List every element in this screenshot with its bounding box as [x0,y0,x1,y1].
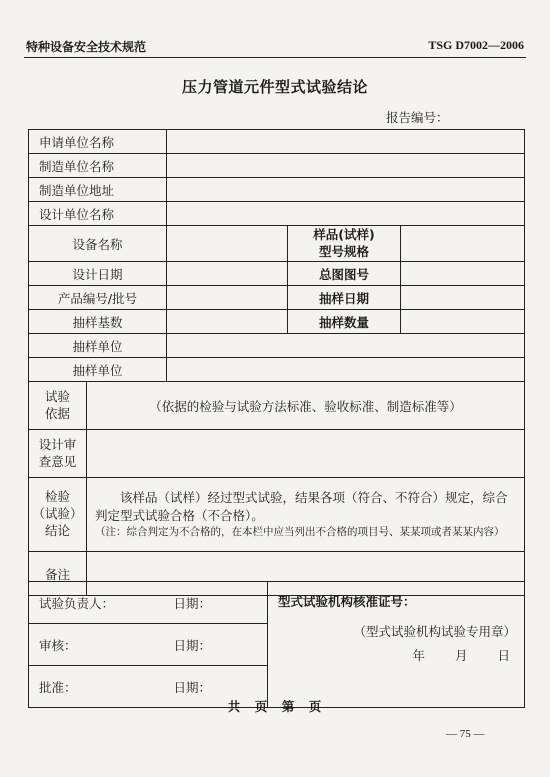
approval-cert-label: 型式试验机构核准证号： [278,594,416,609]
designer-label: 设计单位名称 [29,202,167,226]
design-date-field[interactable] [167,262,288,286]
conclusion-label-line2: （试验） [32,506,83,522]
sampling-date-field[interactable] [401,286,525,310]
approver-label: 批准： [39,679,77,695]
manufacturer-label: 制造单位名称 [29,154,167,178]
conclusion-text: 该样品（试样）经过型式试验，结果各项（符合、不符合）规定，综合判定型式试验合格（不合格）。 [95,489,508,523]
applicant-label: 申请单位名称 [29,130,167,154]
sample-model-label-line2: 型号规格 [319,243,370,259]
institution-cell [268,582,525,708]
equipment-name-field[interactable] [167,226,288,262]
equipment-name-label: 设备名称 [29,226,167,262]
sampling-qty-label: 抽样数量 [288,310,401,334]
tester-date-label: 日期： [173,595,211,611]
product-no-label: 产品编号/批号 [29,286,167,310]
reviewer-label: 审核： [39,637,77,653]
test-basis-label-line2: 依据 [44,405,70,421]
test-basis-label [29,382,87,430]
tester-label: 试验负责人： [39,595,115,611]
page-count-line: 共 页 第 页 [227,699,323,714]
sampling-unit-label-2: 抽样单位 [29,358,167,382]
design-date-label: 设计日期 [29,262,167,286]
sampling-qty-field[interactable] [401,310,525,334]
sampling-base-field[interactable] [167,310,288,334]
seal-month: 月 [455,647,468,663]
seal-label: （型式试验机构试验专用章） [353,623,516,639]
design-review-label-line2: 查意见 [38,453,77,469]
signoff-table [28,581,525,708]
report-number-label: 报告编号： [386,110,449,125]
tester-cell[interactable] [29,582,268,624]
sampling-unit-label: 抽样单位 [29,334,167,358]
sampling-unit-field-2[interactable] [167,358,525,382]
form-title: 压力管道元件型式试验结论 [181,78,368,96]
conclusion-label-line1: 检验 [44,489,70,505]
conclusion-field[interactable] [87,478,525,552]
designer-field[interactable] [167,202,525,226]
seal-date [278,644,516,668]
seal-year: 年 [412,647,426,663]
conclusion-label-line3: 结论 [44,522,70,538]
test-basis-label-line1: 试验 [44,388,70,404]
page-number: — 75 — [446,728,485,740]
remarks-label: 备注 [29,552,87,596]
sampling-unit-field[interactable] [167,334,525,358]
drawing-no-label: 总图图号 [288,262,401,286]
sample-model-field[interactable] [401,226,525,262]
conclusion-label [29,478,87,552]
drawing-no-field[interactable] [401,262,525,286]
sample-model-label-line1: 样品(试样) [313,226,375,242]
test-conclusion-form [28,129,525,596]
reviewer-date-label: 日期： [173,637,211,653]
header-divider [24,57,526,58]
spec-series-title: 特种设备安全技术规范 [26,40,147,54]
sampling-date-label: 抽样日期 [288,286,401,310]
manufacturer-address-field[interactable] [167,178,525,202]
product-no-field[interactable] [167,286,288,310]
reviewer-cell[interactable] [29,624,268,666]
manufacturer-address-label: 制造单位地址 [29,178,167,202]
design-review-label [29,430,87,478]
conclusion-note: （注：综合判定为不合格的，在本栏中应当列出不合格的项目号、某某项或者某某内容） [95,526,505,539]
sample-model-label [288,226,401,262]
spec-code: TSG D7002—2006 [428,38,524,52]
design-review-field[interactable] [87,430,525,478]
approver-date-label: 日期： [173,679,211,695]
seal-day: 日 [497,647,510,663]
sampling-base-label: 抽样基数 [29,310,167,334]
test-basis-text[interactable]: （依据的检验与试验方法标准、验收标准、制造标准等） [87,382,525,430]
applicant-field[interactable] [167,130,525,154]
manufacturer-field[interactable] [167,154,525,178]
design-review-label-line1: 设计审 [38,436,77,452]
